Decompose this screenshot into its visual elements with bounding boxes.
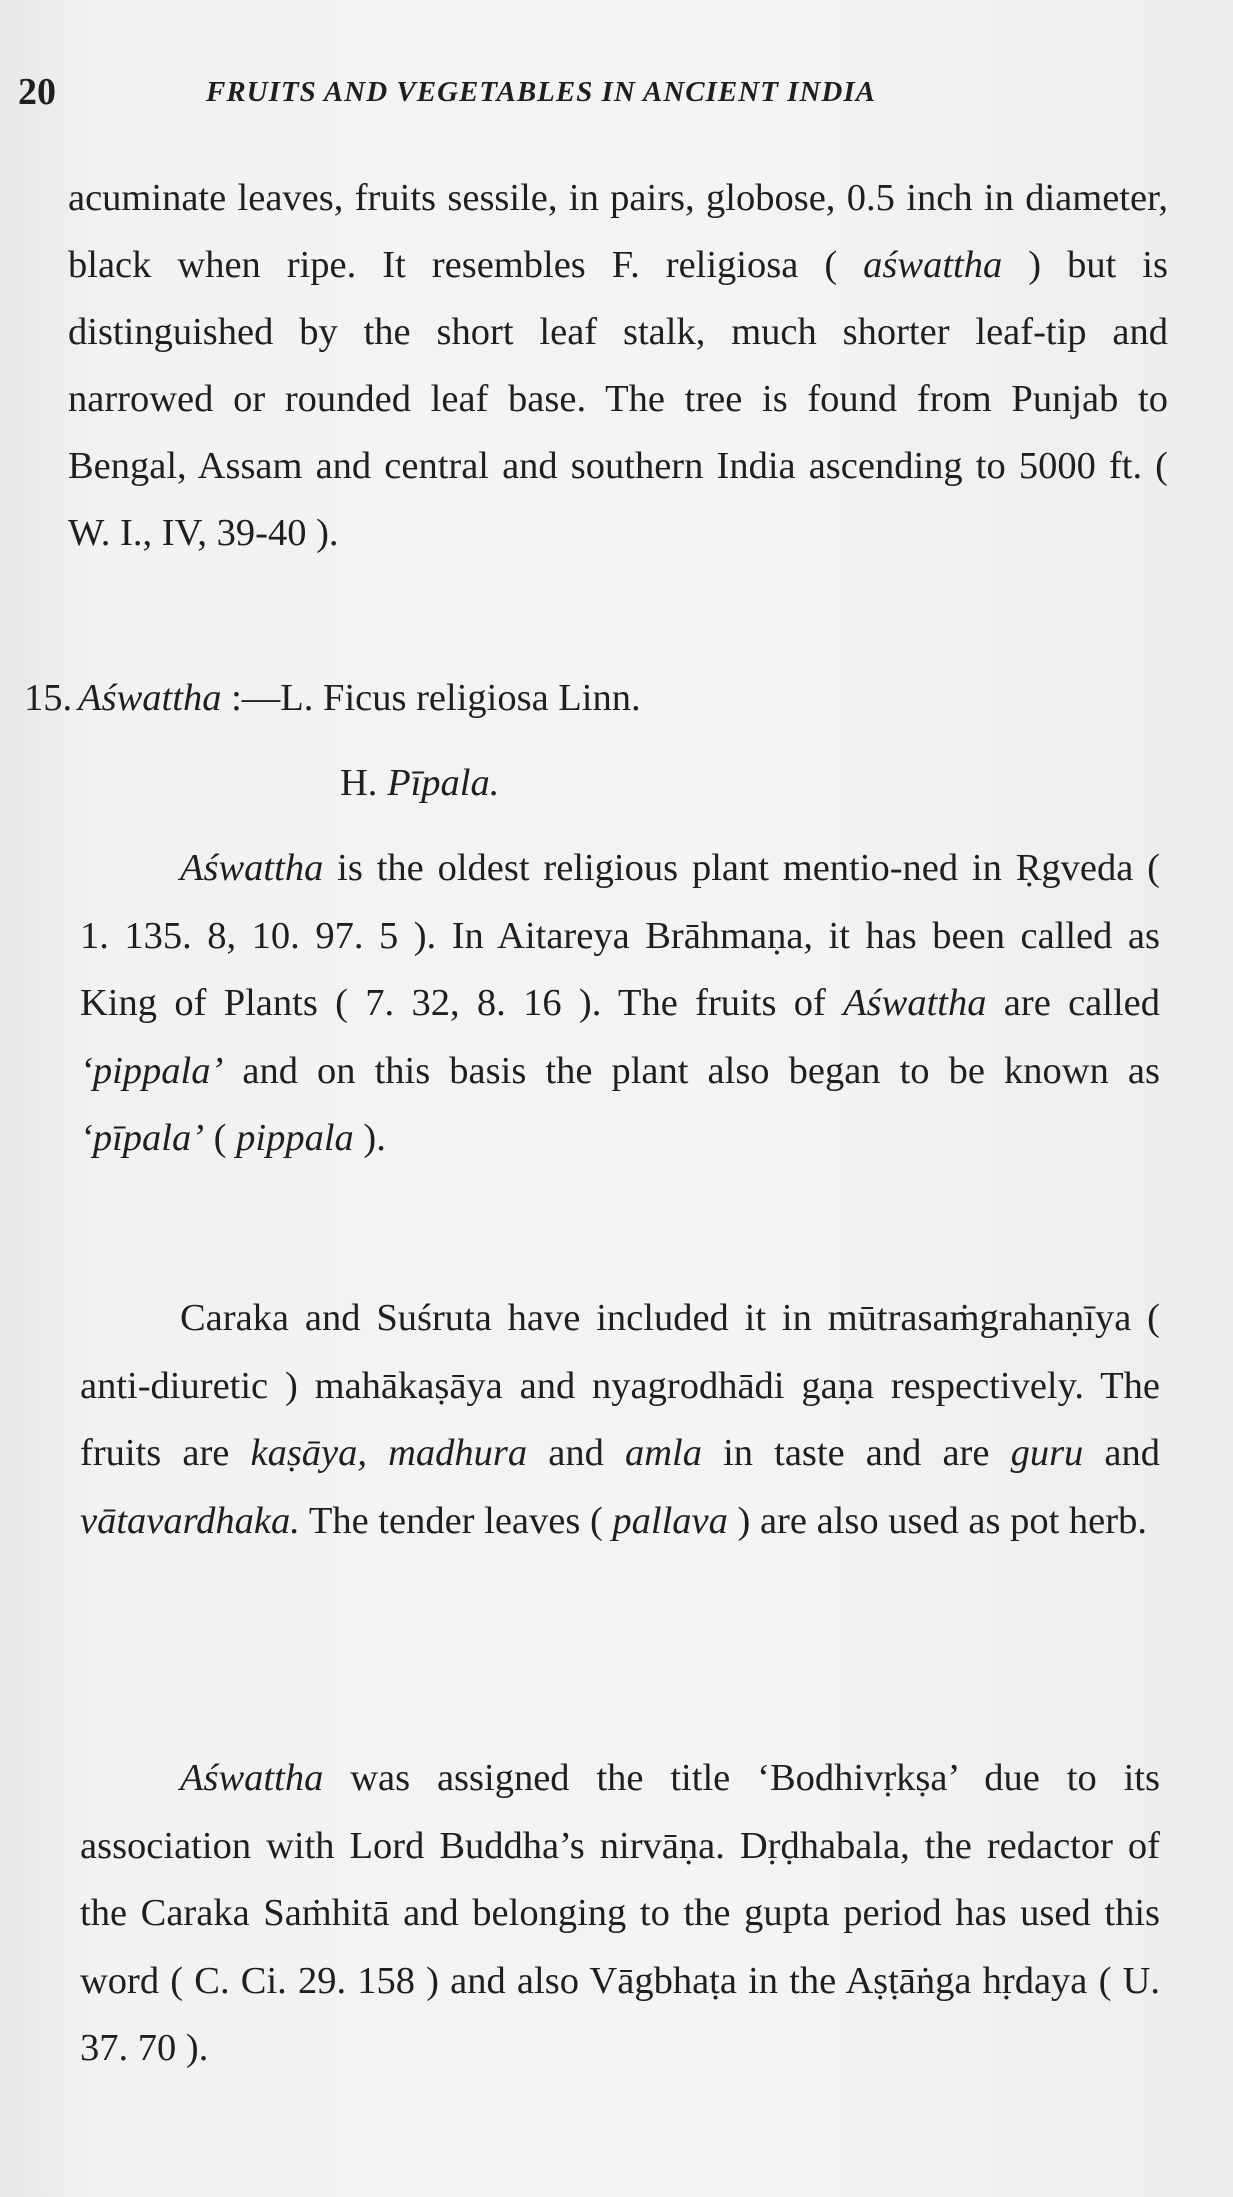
italic-term: Aśwattha — [180, 847, 324, 889]
italic-term: Aśwattha — [180, 1757, 324, 1799]
text-run: ( — [204, 1117, 237, 1159]
page-header — [18, 70, 1018, 120]
text-run: and on this basis the plant also began to be known as — [223, 1049, 1160, 1092]
text-run: ) are also used as pot herb. — [727, 1499, 1147, 1542]
italic-term: vātavardhaka. — [80, 1499, 300, 1542]
text-run: The tender leaves ( — [299, 1499, 613, 1542]
text-line: short leaf stalk, much shorter leaf-tip and narrowed — [68, 311, 1169, 420]
entry-name: Aśwattha — [78, 677, 222, 719]
italic-term: ‘pīpala’ — [80, 1117, 205, 1159]
text-run: in taste and are — [701, 1432, 1011, 1474]
hindi-name-line — [340, 750, 499, 817]
entry-botanical: :—L. Ficus religiosa Linn. — [221, 677, 641, 719]
italic-term: amla — [624, 1432, 702, 1474]
text-line: ) but is distinguished by the — [68, 244, 1168, 353]
text-run: was assigned the title ‘Bodhivṛkṣa’ due to its association with Lord Buddha’s nirvāṇa. Dṛḍhabala, the redactor of the Caraka Saṁhitā and belonging to the gupta period has used this word ( C. Ci. 29. 158 ) and also Vāgbhaṭa in the Aṣṭāṅga hṛdaya ( U. 37. 70 ). — [80, 1757, 1160, 2069]
italic-term: Aśwattha — [843, 982, 987, 1024]
italic-term: pallava — [612, 1499, 728, 1542]
text-run: is the oldest religious plant mentio-ned in Ṛgveda ( 1. 135. 8, 10. 97. 5 ). In Aitareya Brāhmaṇa, it has been called as King of Plants ( 7. 32, 8. 16 ). The fruits of — [80, 847, 1160, 1024]
paragraph-1 — [80, 835, 1160, 1173]
text-line: inch in diameter, black when ripe. It resembles — [68, 177, 1168, 286]
text-line: F. religiosa ( — [611, 244, 864, 286]
text-line: acuminate leaves, fruits sessile, in pairs, globose, 0.5 — [68, 177, 895, 219]
continuation-paragraph — [68, 165, 1168, 567]
italic-term: ‘pippala’ — [80, 1049, 224, 1092]
text-line: or rounded leaf base. The tree is found from — [233, 378, 992, 420]
text-run: are called — [986, 982, 1161, 1024]
hindi-prefix: H. — [340, 762, 388, 804]
text-run: and — [527, 1432, 625, 1474]
running-title: FRUITS AND VEGETABLES IN ANCIENT INDIA — [206, 76, 876, 108]
text-run: and — [1083, 1432, 1161, 1474]
entry-heading — [24, 665, 641, 732]
italic-term: kaṣāya, madhura — [250, 1432, 528, 1474]
text-run: Caraka and Suśruta have included it in mūtrasaṁgrahaṇīya ( anti-diuretic ) mahākaṣāya and nyagrodhādi gaṇa respectively. The fruits are — [80, 1297, 1160, 1474]
page-number: 20 — [18, 71, 56, 113]
entry-number: 15. — [24, 677, 73, 719]
italic-term: aśwattha — [863, 244, 1003, 286]
paragraph-2 — [80, 1285, 1160, 1555]
paragraph-3 — [80, 1745, 1160, 2083]
text-run: ). — [353, 1117, 386, 1159]
text-line: Punjab to Bengal, Assam and central and southern — [68, 378, 1168, 487]
text-line: India ascending to 5000 ft. ( W. I., IV, 39-40 ). — [68, 445, 1168, 554]
hindi-name: Pīpala. — [387, 762, 500, 804]
italic-term: pippala — [236, 1117, 354, 1159]
italic-term: guru — [1010, 1432, 1084, 1474]
